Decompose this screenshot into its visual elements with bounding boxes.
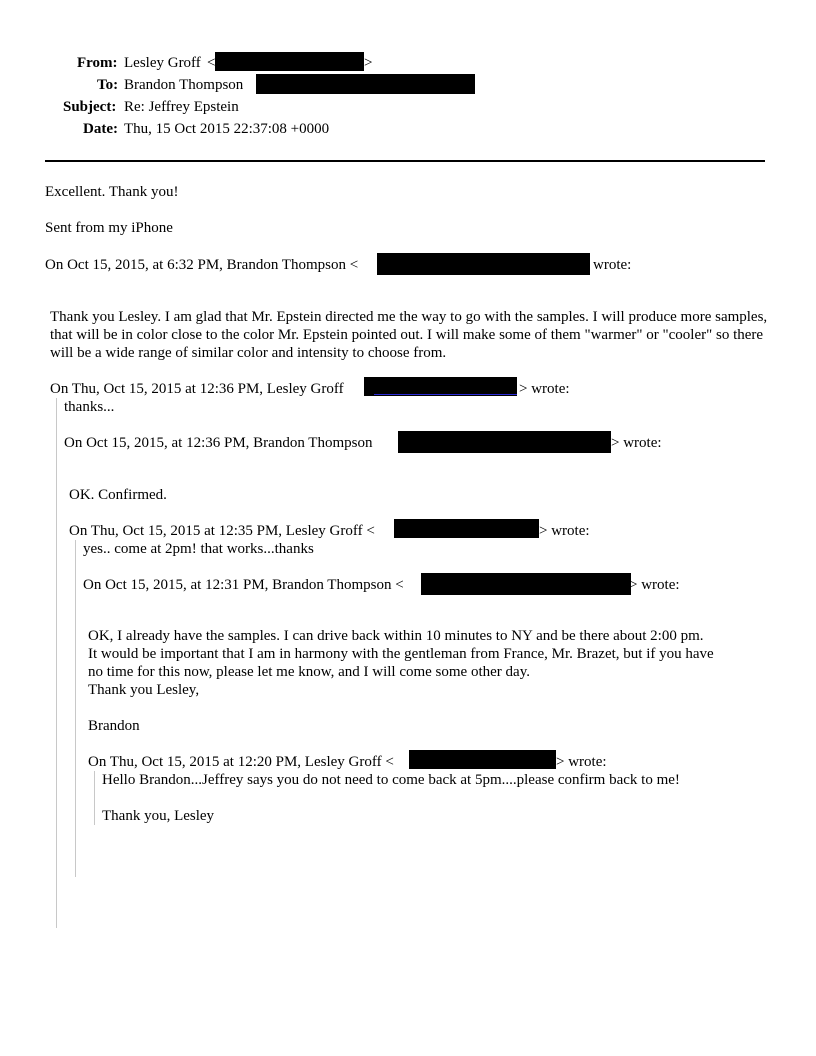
message-text: Excellent. Thank you! [45, 184, 179, 200]
redacted-email [377, 253, 590, 275]
reply-attribution: On Thu, Oct 15, 2015 at 12:20 PM, Lesley Groff < [88, 754, 394, 770]
reply-attribution: On Oct 15, 2015, at 12:31 PM, Brandon Thompson < [83, 577, 404, 593]
reply-attribution-suffix: > wrote: [611, 435, 662, 451]
to-name: Brandon Thompson [124, 77, 244, 93]
from-lt: < [207, 55, 216, 71]
reply-attribution: On Thu, Oct 15, 2015 at 12:36 PM, Lesley Groff [50, 381, 344, 397]
subject-value: Re: Jeffrey Epstein [124, 99, 239, 115]
redacted-email [394, 519, 539, 538]
message-text: Thank you Lesley, [88, 682, 200, 698]
to-label: To: [97, 77, 119, 93]
redacted-to-email [256, 74, 475, 94]
reply-attribution-suffix: > wrote: [556, 754, 607, 770]
message-text: no time for this now, please let me know, and I will come some other day. [88, 664, 530, 680]
message-text: It would be important that I am in harmony with the gentleman from France, Mr. Brazet, but if you have [88, 646, 714, 662]
message-text: Thank you Lesley. I am glad that Mr. Epstein directed me the way to go with the samples. I will produce more samples, that will be in color close to the color Mr. Epstein pointed out. I will make some of them "warmer" or "cooler" so there will be a wide range of similar color and intensity to choose from. [50, 309, 768, 361]
reply-attribution-suffix: > wrote: [539, 523, 590, 539]
message-text: OK. Confirmed. [69, 487, 167, 503]
reply-attribution: On Oct 15, 2015, at 12:36 PM, Brandon Thompson [64, 435, 373, 451]
from-gt: > [364, 55, 373, 71]
signature-text: Brandon [88, 718, 140, 734]
email-link-underline [374, 394, 517, 395]
reply-attribution-suffix: > wrote: [629, 577, 680, 593]
reply-attribution: On Oct 15, 2015, at 6:32 PM, Brandon Thompson < [45, 257, 359, 273]
redacted-email [421, 573, 631, 595]
from-label: From: [77, 55, 118, 71]
message-text: Hello Brandon...Jeffrey says you do not need to come back at 5pm....please confirm back to me! [102, 772, 680, 788]
date-value: Thu, 15 Oct 2015 22:37:08 +0000 [124, 121, 330, 137]
signature-text: Sent from my iPhone [45, 220, 173, 236]
reply-attribution: On Thu, Oct 15, 2015 at 12:35 PM, Lesley Groff < [69, 523, 375, 539]
redacted-email [398, 431, 611, 453]
reply-attribution-suffix: > wrote: [519, 381, 570, 397]
header-divider [45, 160, 765, 162]
message-text: OK, I already have the samples. I can drive back within 10 minutes to NY and be there about 2:00 pm. [88, 628, 704, 644]
quote-bar [94, 771, 95, 825]
subject-label: Subject: [63, 99, 117, 115]
message-text: thanks... [64, 399, 115, 415]
from-name: Lesley Groff [124, 55, 201, 71]
signature-text: Thank you, Lesley [102, 808, 215, 824]
quote-bar [75, 540, 76, 877]
date-label: Date: [83, 121, 118, 137]
message-text: yes.. come at 2pm! that works...thanks [83, 541, 314, 557]
reply-attribution-suffix: wrote: [593, 257, 632, 273]
redacted-email [409, 750, 556, 769]
quote-bar [56, 398, 57, 928]
redacted-from-email [215, 52, 364, 71]
